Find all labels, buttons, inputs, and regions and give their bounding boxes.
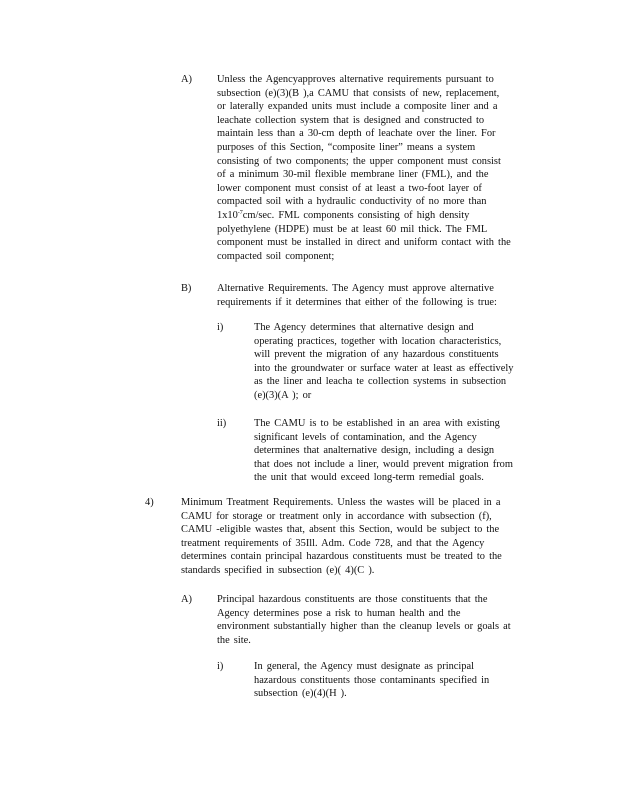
text-line: Agency determines pose a risk to human health and the [217,607,461,619]
text-line: determines contain principal hazardous constituents must be treated to the [181,551,502,563]
text-line: Alternative Requirements. The Agency must approve alternative [217,283,494,294]
text-line: determines that analternative design, including a design [254,445,495,457]
text-line: leachate collection system that is designed and constructed to [217,114,485,126]
text-line: operating practices, together with location characteristics, [254,335,502,347]
text-line: into the groundwater or surface water at least as effectively [254,362,514,374]
text-line: lower component must consist of at least a two-foot layer of [217,182,482,194]
item-text [217,73,528,263]
item-text [254,660,516,701]
text-line: consisting of two components; the upper component must consist [217,155,501,167]
text-line: purposes of this Section, “composite liner” means a system [217,141,476,153]
text-line: as the liner and leacha te collection systems in subsection [254,376,507,388]
text-line: subsection (e)(3)(B ),a CAMU that consists of new, replacement, [217,87,500,99]
text-line: compacted soil with a hydraulic conductivity of no more than [217,196,487,208]
text-line: hazardous constituents those contaminants specified in [254,674,490,686]
item-marker: B) [181,283,192,294]
text-line: significant levels of contamination, and the Agency [254,431,477,443]
text-line: component must be installed in direct and uniform contact with the [217,237,511,249]
text-line: environment substantially higher than the cleanup levels or goals at [217,621,511,633]
text-line: Principal hazardous constituents are those constituents that the [217,594,488,605]
item-text [254,417,534,485]
text-line: requirements if it determines that either of the following is true: [217,296,497,308]
text-line: or laterally expanded units must include a composite liner and a [217,101,498,113]
item-marker: A) [181,594,192,605]
text-line: compacted soil component; [217,250,335,262]
text-line: standards specified in subsection (e)( 4)(C ). [181,564,375,576]
text-line: that does not include a liner, would prevent migration from [254,458,513,470]
text-line: of a minimum 30-mil flexible membrane liner (FML), and the [217,169,489,181]
item-marker: i) [217,322,224,333]
item-marker: 4) [145,497,154,508]
text-line: the unit that would exceed long-term remedial goals. [254,472,484,484]
text-line: The Agency determines that alternative design and [254,322,474,333]
item-marker: A) [181,74,192,85]
item-marker: i) [217,661,224,672]
text-line: maintain less than a 30-cm depth of leachate over the liner. For [217,128,496,140]
text-line: Unless the Agencyapproves alternative requirements pursuant to [217,74,494,85]
item-text [217,593,539,647]
item-text [217,282,528,309]
item-text [254,321,534,403]
text-line: treatment requirements of 35Ill. Adm. Code 728, and that the Agency [181,537,485,549]
text-line: will prevent the migration of any hazardous constituents [254,349,499,361]
text-line: In general, the Agency must designate as principal [254,661,474,672]
text-line: CAMU -eligible wastes that, absent this Section, would be subject to the [181,524,500,536]
text-line: The CAMU is to be established in an area with existing [254,418,500,429]
exponent-base: 1x10 [217,209,238,221]
text-line: the site. [217,634,251,646]
item-text [181,496,537,578]
exponent-superscript: -7 [237,209,243,216]
text-line: CAMU for storage or treatment only in accordance with subsection (f), [181,510,492,522]
text-line: subsection (e)(4)(H ). [254,688,347,700]
text-line: (e)(3)(A ); or [254,389,312,401]
item-marker: ii) [217,418,227,429]
text-line: Minimum Treatment Requirements. Unless the wastes will be placed in a [181,497,501,508]
text-line: polyethylene (HDPE) must be at least 60 mil thick. The FML [217,223,488,235]
exponent-rest: cm/sec. FML components consisting of high density [242,209,470,221]
text-line-exponent [217,209,528,223]
